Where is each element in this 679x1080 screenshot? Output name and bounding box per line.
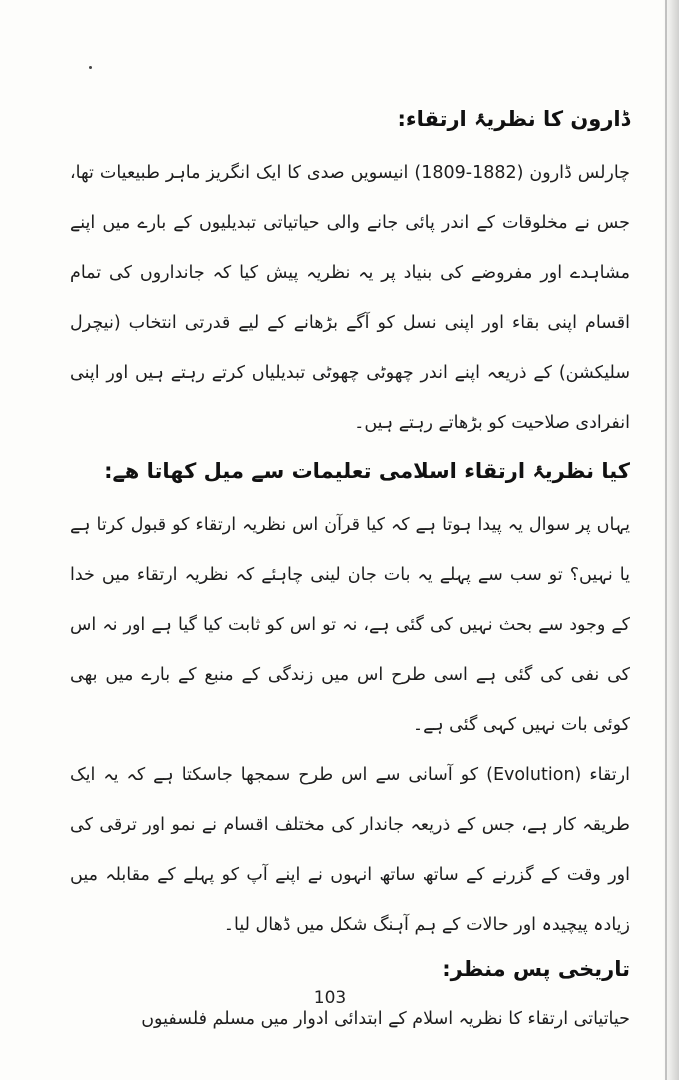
paragraph-darwin: چارلس ڈارون (1882-1809) انیسویں صدی کا ایک انگریز ماہر طبیعیات تھا، جس نے مخلوقات کے اندر پائی جانے والی حیاتیاتی تبدیلیوں کے بارے میں اپنے مشاہدے اور مفروضے کی بنیاد پر یہ نظریہ پیش کیا کہ جانداروں کی تمام اقسام اپنی بقاء اور اپنی نسل کو آگے بڑھانے کے لیے قدرتی انتخاب (نیچرل سلیکشن) کے ذریعہ اپنے اندر چھوٹی چھوٹی تبدیلیاں کرتے رہتے ہیں اور اپنی انفرادی صلاحیت کو بڑھاتے رہتے ہیں۔ xyxy=(70,163,630,433)
paragraph-evolution-definition: ارتقاء (Evolution) کو آسانی سے اس طرح سمجھا جاسکتا ہے کہ یہ ایک طریقہ کار ہے، جس کے ذریعہ جاندار کی مختلف اقسام نے نمو اور ترقی کی اور وقت کے گزرنے کے ساتھ ساتھ انہوں نے اپنے آپ کو پہلے کے مقابلہ میں زیادہ پیچیدہ اور حالات کے ہم آہنگ شکل میں ڈھال لیا۔ xyxy=(70,765,630,935)
page-number: 103 xyxy=(313,988,347,1008)
ink-speck xyxy=(89,66,92,69)
heading-darwin-theory: ڈارون کا نظریۂ ارتقاء: xyxy=(397,107,630,131)
paragraph-quran-question: یہاں پر سوال یہ پیدا ہوتا ہے کہ کیا قرآن اس نظریہ ارتقاء کو قبول کرتا ہے یا نہیں؟ تو سب سے پہلے یہ بات جان لینی چاہئے کہ نظریہ ارتقاء میں خدا کے وجود سے بحث نہیں کی گئی ہے، نہ تو اس کو ثابت کیا گیا ہے اور نہ اس کی نفی کی گئی ہے اسی طرح اس میں زندگی کے منبع کے بارے میں بھی کوئی بات نہیں کہی گئی ہے۔ xyxy=(70,515,630,735)
page-edge-shadow xyxy=(663,0,679,1080)
page-content xyxy=(70,100,630,1044)
heading-islam-evolution: کیا نظریۂ ارتقاء اسلامی تعلیمات سے میل کھاتا ھے: xyxy=(104,459,630,483)
paragraph-history: حیاتیاتی ارتقاء کا نظریہ اسلام کے ابتدائی ادوار میں مسلم فلسفیوں xyxy=(141,1009,630,1029)
heading-historical-background: تاریخی پس منظر: xyxy=(442,957,630,981)
